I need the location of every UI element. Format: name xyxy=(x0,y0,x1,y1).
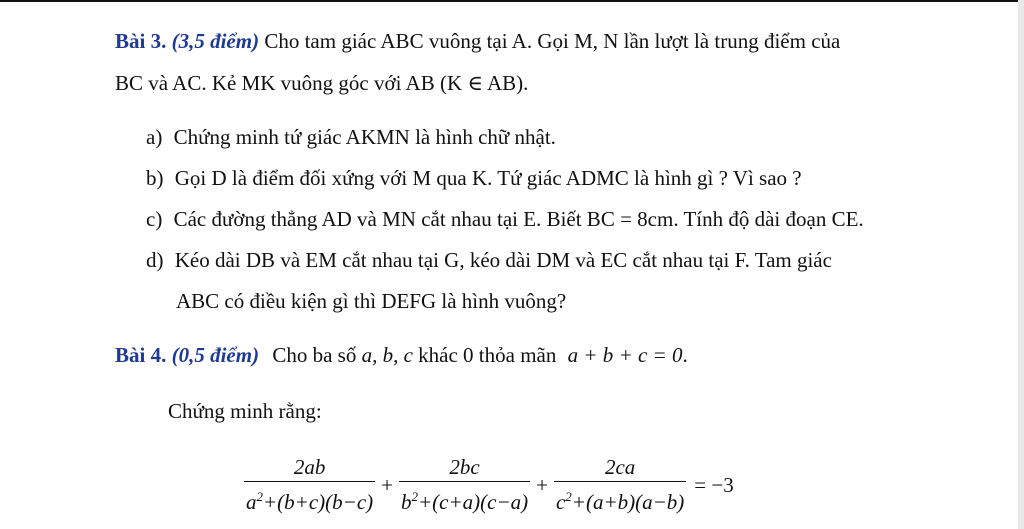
equation-result: = −3 xyxy=(694,472,734,497)
fraction-3-numerator: 2ca xyxy=(604,455,636,479)
right-scroll-edge xyxy=(1018,0,1024,529)
bai4-title: Bài 4. xyxy=(115,343,167,367)
plus-sign-1: + xyxy=(381,472,393,497)
bai4-points: (0,5 điểm) xyxy=(171,343,260,367)
fraction-1-den-rest: +(b+c)(b−c) xyxy=(263,490,374,514)
bai4-prove: Chứng minh rằng: xyxy=(168,399,322,423)
bai3-points: (3,5 điểm) xyxy=(171,29,260,53)
item-b xyxy=(146,165,802,191)
fraction-3-exponent: 2 xyxy=(565,489,572,504)
fraction-3-denominator xyxy=(554,482,686,517)
fraction-1-exponent: 2 xyxy=(256,489,263,504)
bai4-vars: a, b, c xyxy=(361,343,413,367)
item-d-text: Kéo dài DB và EM cắt nhau tại G, kéo dài DM và EC cắt nhau tại F. Tam giác xyxy=(174,248,832,272)
bai4-line1: Bài 4. (0,5 điểm) Cho ba số a, b, c khác 0 thỏa mãn a + b + c = 0. xyxy=(115,343,688,367)
fraction-2-den-sq: b xyxy=(400,490,412,514)
item-c xyxy=(146,206,864,232)
bai3-title: Bài 3. xyxy=(115,29,167,53)
item-b-text: Gọi D là điểm đối xứng với M qua K. Tứ giác ADMC là hình gì ? Vì sao ? xyxy=(174,166,802,190)
item-c-label: c) xyxy=(146,207,163,231)
item-d-label: d) xyxy=(146,248,164,272)
item-d xyxy=(146,247,832,273)
bai4-condition: a + b + c = 0 xyxy=(567,343,683,367)
bai4-text-pre: Cho ba số xyxy=(272,343,357,367)
item-c-text: Các đường thẳng AD và MN cắt nhau tại E. Biết BC = 8cm. Tính độ dài đoạn CE. xyxy=(173,207,864,231)
fraction-1-numerator: 2ab xyxy=(293,455,326,479)
item-a-text: Chứng minh tứ giác AKMN là hình chữ nhật. xyxy=(173,125,556,149)
bai3-line1 xyxy=(115,28,840,54)
fraction-2-den-rest: +(c+a)(c−a) xyxy=(417,490,529,514)
fraction-2-exponent: 2 xyxy=(411,489,418,504)
top-border xyxy=(0,0,1024,2)
item-d-text2: ABC có điều kiện gì thì DEFG là hình vuông? xyxy=(176,289,567,313)
fraction-3 xyxy=(554,453,686,517)
item-b-label: b) xyxy=(146,166,164,190)
fraction-3-den-sq: c xyxy=(555,490,566,514)
fraction-2-numerator: 2bc xyxy=(449,455,480,479)
bai4-text-post: khác 0 thỏa mãn xyxy=(418,343,557,367)
fraction-3-den-rest: +(a+b)(a−b) xyxy=(571,490,685,514)
item-a-label: a) xyxy=(146,125,163,149)
fraction-1 xyxy=(244,453,375,517)
fraction-1-den-sq: a xyxy=(246,490,257,514)
fraction-2 xyxy=(399,453,530,517)
fraction-2-denominator xyxy=(399,482,530,517)
identity-equation xyxy=(244,450,734,520)
bai3-line2: BC và AC. Kẻ MK vuông góc với AB (K ∈ AB). xyxy=(115,71,529,95)
item-a xyxy=(146,124,556,150)
fraction-1-denominator xyxy=(244,482,375,517)
bai3-text-line1: Cho tam giác ABC vuông tại A. Gọi M, N lần lượt là trung điểm của xyxy=(264,29,841,53)
plus-sign-2: + xyxy=(536,472,548,497)
